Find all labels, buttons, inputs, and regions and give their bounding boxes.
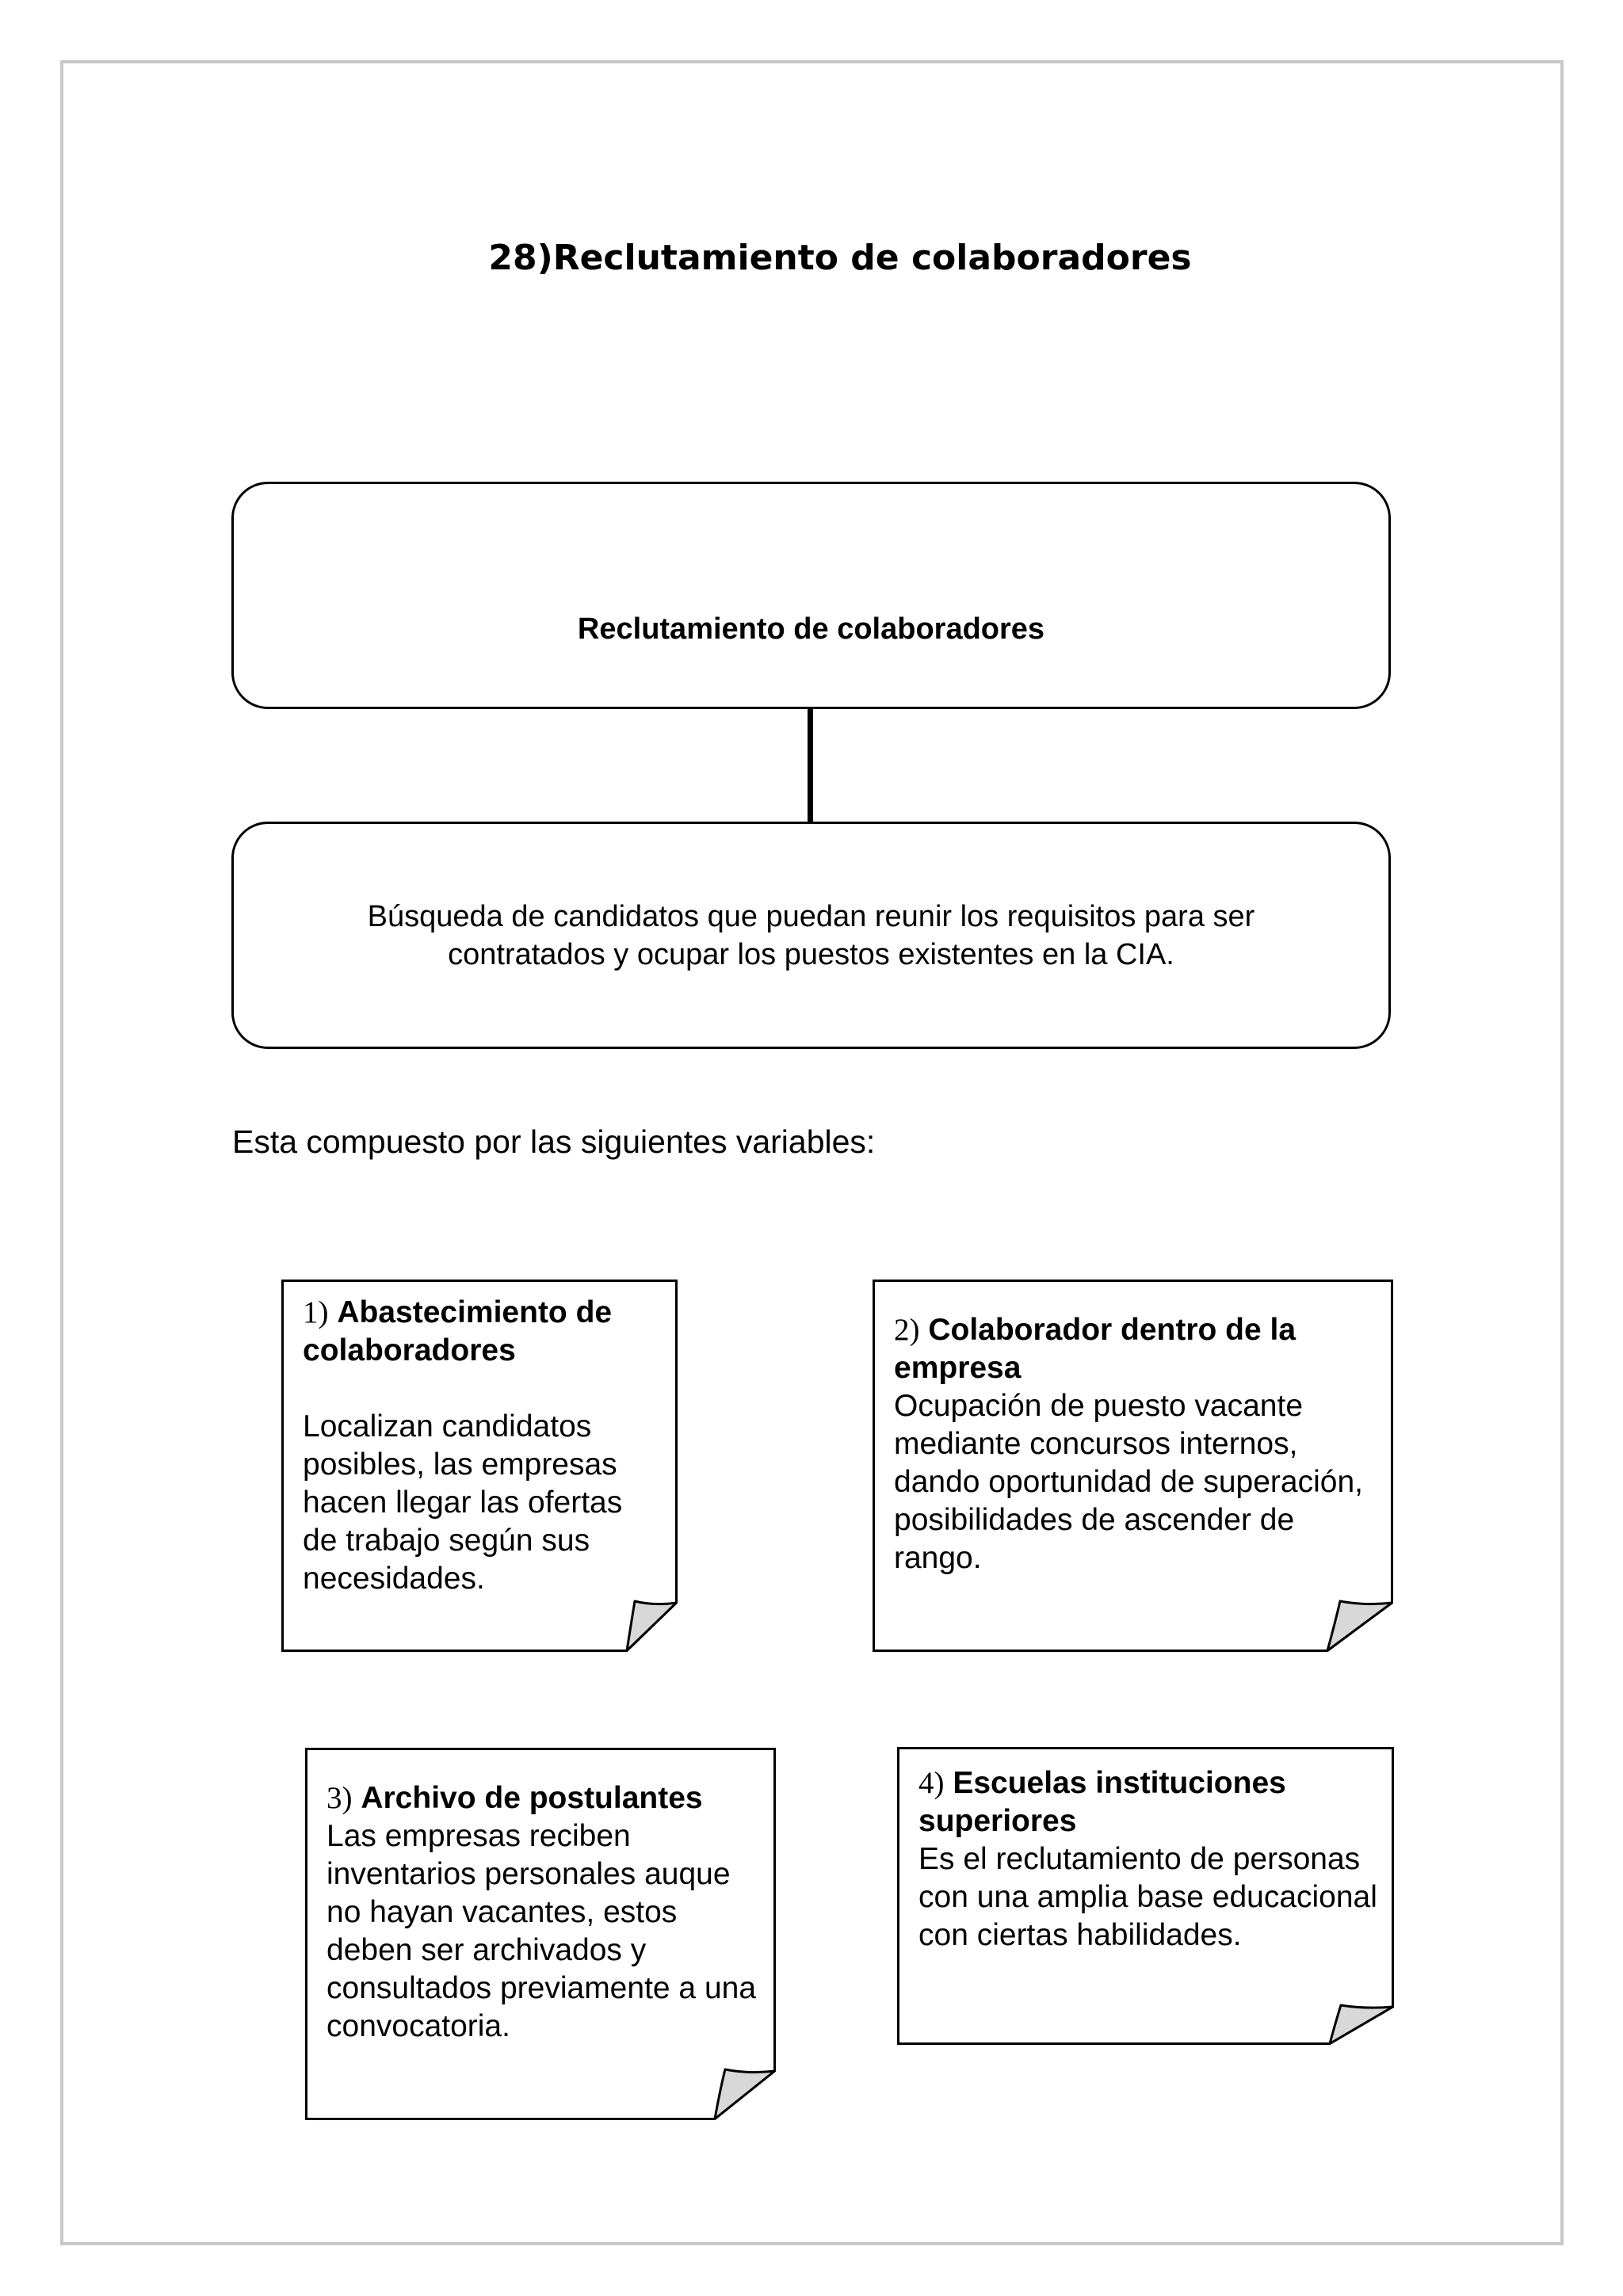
variable-heading: Colaborador dentro de la empresa <box>894 1313 1296 1385</box>
diagram-connector-line <box>808 709 813 822</box>
variable-note-4 <box>897 1747 1394 2045</box>
variables-intro: Esta compuesto por las siguientes variables: <box>232 1123 876 1160</box>
diagram-definition-text: Búsqueda de candidatos que puedan reunir los requisitos para ser contratados y ocupar los puestos existentes en la CIA. <box>367 899 1255 971</box>
page-title: 28)Reclutamiento de colaboradores <box>488 238 1192 278</box>
variable-heading: Escuelas instituciones superiores <box>918 1766 1286 1838</box>
variable-heading: Abastecimiento de colaboradores <box>303 1295 613 1367</box>
diagram-title-text: Reclutamiento de colaboradores <box>577 612 1045 646</box>
variable-body: Ocupación de puesto vacante mediante concursos internos, dando oportunidad de superación, posibilidades de ascender de rango. <box>894 1389 1363 1575</box>
variable-heading: Archivo de postulantes <box>361 1781 703 1815</box>
diagram-title-box <box>231 482 1391 709</box>
variable-body: Las empresas reciben inventarios personales auque no hayan vacantes, estos deben ser archivados y consultados previamente a una convocatoria. <box>327 1819 757 2043</box>
variable-body: Localizan candidatos posibles, las empresas hacen llegar las ofertas de trabajo según sus necesidades. <box>303 1409 623 1596</box>
variable-number: 2) <box>894 1313 920 1347</box>
variable-note-3 <box>305 1748 776 2120</box>
variable-number: 3) <box>327 1781 353 1815</box>
variable-body: Es el reclutamiento de personas con una amplia base educacional con ciertas habilidades. <box>918 1842 1377 1952</box>
diagram-definition-box <box>231 822 1391 1049</box>
variable-number: 4) <box>918 1766 945 1800</box>
variable-number: 1) <box>303 1295 329 1329</box>
variable-note-1 <box>281 1280 678 1652</box>
variable-note-2 <box>873 1280 1393 1652</box>
